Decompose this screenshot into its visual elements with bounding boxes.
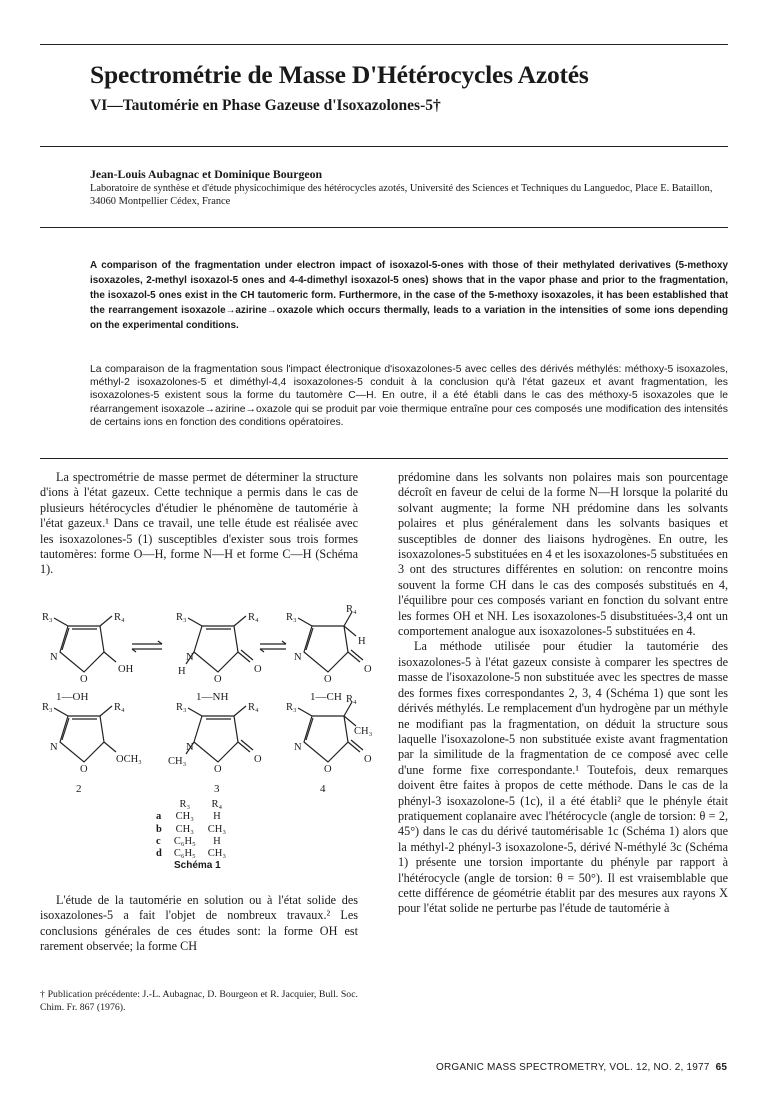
label-r4-1ch: R₄ <box>346 604 357 615</box>
authors: Jean-Louis Aubagnac et Dominique Bourgeon <box>90 167 323 181</box>
row-key: b <box>156 823 162 835</box>
compound-3: 3 <box>214 783 220 795</box>
label-exo-o-1nh: O <box>254 664 262 675</box>
affiliation-rule <box>40 227 728 228</box>
label-o-4: O <box>324 764 332 775</box>
label-o-3: O <box>214 764 222 775</box>
paragraph-intro: La spectrométrie de masse permet de déterminer la structure d'ions à l'état gazeux. Cette technique a permis dans le cas de plusieurs hétérocycles d'étudier le phénomène de tautomérie à l'état gazeux.¹ Dans ce travail, une telle étude est réalisée avec les isoxazolones-5 (1) susceptibles d'exister sous trois formes tautomères: forme O—H, forme N—H et forme C—H (Schéma 1). <box>40 470 358 577</box>
row-r4: H <box>213 811 221 823</box>
label-n-4: N <box>294 742 302 753</box>
label-r3-3: R₃ <box>176 702 187 713</box>
label-r3-4: R₃ <box>286 702 297 713</box>
row-key: c <box>156 835 161 847</box>
table-row <box>150 811 232 823</box>
scheme-caption: Schéma 1 <box>174 860 221 871</box>
label-och3-2: OCH₃ <box>116 754 142 765</box>
page-number: 65 <box>715 1062 728 1073</box>
label-n-1oh: N <box>50 652 58 663</box>
label-r4-4: R₄ <box>346 694 357 705</box>
journal-name: ORGANIC MASS SPECTROMETRY, VOL. 12, NO. 2, 1977 <box>436 1062 710 1073</box>
label-r4-1nh: R₄ <box>248 612 259 623</box>
label-r3-1oh: R₃ <box>42 612 53 623</box>
affiliation: Laboratoire de synthèse et d'étude physicochimique des hétérocycles azotés, Université des Sciences et Techniques du Languedoc, Place E. Bataillon, 34060 Montpellier Cédex, France <box>90 183 713 207</box>
journal-footer <box>436 1062 727 1073</box>
abstract-french: La comparaison de la fragmentation sous l'impact électronique d'isoxazolones-5 avec celles des dérivés méthylés: méthoxy-5 isoxazoles, méthyl-2 isoxazolones-5 et diméthyl-4,4 isoxazolones-5 conduit à la conclusion qu'à l'état gazeux et avant fragmentation, les isoxazolones-5 existent sous la forme du tautomère C—H. En outre, il a été établi dans le cas des méthoxy-5 isoxazoles que le réarrangement isoxazole→azirine→oxazole qui se produit par voie thermique entraîne pour ces composés une modification des intensités de certains ions en fonction des conditions opératoires. <box>90 364 728 428</box>
label-oh-1oh: OH <box>118 664 134 675</box>
ring-1ch <box>304 626 348 672</box>
row-r4: CH₃ <box>207 848 227 860</box>
label-r4-3: R₄ <box>248 702 259 713</box>
table-row <box>150 824 232 836</box>
row-r3: C₆H₅ <box>173 848 196 860</box>
label-o-2: O <box>80 764 88 775</box>
footnote: † Publication précédente: J.-L. Aubagnac, D. Bourgeon et R. Jacquier, Bull. Soc. Chim. Fr. 867 (1976). <box>40 989 358 1013</box>
label-n-3: N <box>186 742 194 753</box>
compound-4: 4 <box>320 783 326 795</box>
row-r4: H <box>213 835 221 847</box>
row-r3: CH₃ <box>175 811 194 823</box>
row-key: a <box>156 811 162 823</box>
compound-1ch: 1—CH <box>310 691 342 703</box>
compound-1nh: 1—NH <box>196 691 229 703</box>
label-n-1ch: N <box>294 652 302 663</box>
abstract-rule <box>40 458 728 459</box>
paragraph-continuation: prédomine dans les solvants non polaires mais son pourcentage décroît en faveur de celui de la forme N—H lorsque la polarité du solvant augmente; la forme NH prédomine dans les solvants polaires et plus généralement dans les solvants basiques et susceptibles de donner des liaisons hydrogènes. En outre, les isoxazolones-5 substituées en 4 et les isoxazolones-5 substituées en 3 ont des structures différentes en solution: on rencontre moins souvent la forme CH dans le cas des composés substitués en 4, l'équilibre pour ces composés variant en fonction du solvant entre les formes OH et NH. Les isoxazolones-5 disubstituées-3,4 ont un comportement analogue aux isoxazolones-5 substituées en 4. <box>398 470 728 639</box>
header-rule <box>40 146 728 147</box>
table-row <box>150 848 232 860</box>
article-title: Spectrométrie de Masse D'Hétérocycles Azotés <box>90 60 589 89</box>
top-rule <box>40 44 728 45</box>
left-column-continued <box>40 893 358 955</box>
paragraph-solution-tautomerism: L'étude de la tautomérie en solution ou à l'état solide des isoxazolones-5 a fait l'objet de nombreux travaux.² Les conclusions générales de ces études sont: la forme OH est rarement observée; la forme CH <box>40 893 358 954</box>
ring-1nh <box>194 626 238 672</box>
ring-4 <box>304 716 348 762</box>
label-h-1nh: H <box>178 666 186 677</box>
label-exo-o-1ch: O <box>364 664 372 675</box>
label-ch3-4: CH₃ <box>354 726 373 737</box>
label-o-1nh: O <box>214 674 222 685</box>
table-row <box>150 836 232 848</box>
label-o-1oh: O <box>80 674 88 685</box>
row-r3: CH₃ <box>175 823 194 835</box>
label-n-2: N <box>50 742 58 753</box>
label-exo-o-4: O <box>364 754 372 765</box>
ring-3 <box>194 716 238 762</box>
label-o-1ch: O <box>324 674 332 685</box>
label-r3-1nh: R₃ <box>176 612 187 623</box>
paragraph-method: La méthode utilisée pour étudier la tautomérie des isoxazolones-5 à l'état gazeux consiste à comparer les spectres de masse de l'isoxazolone-5 non substituée avec les spectres de masse des formes fixes correspondantes 2, 3, 4 (Schéma 1) que sont les dérivés méthylés. Le remplacement d'un hydrogène par un méthyle ne modifiant pas la fragmentation, on déduit la structure sous laquelle l'isoxazolone-5 non substituée existe avant fragmentation par la similitude de la fragmentation de ce composé avec celle d'une forme fixe correspondante.¹ Toutefois, deux remarques doivent être faites à propos de cette méthode. Dans le cas de la phényl-3 isoxazolone-5 (1c), il a été établi² que le phényle était pratiquement coplanaire avec l'hétérocycle (angle de torsion: θ = 2, 45°) dans le cas du dérivé tautomérisable 1c (Schéma 1) alors que la méthyl-2 phényl-3 isoxazolone-5, dérivé N-méthylé 3c (Schéma 1) présente une torsion importante du phényle par rapport à l'hétérocycle (angle de torsion: θ = 50°). Il est vraisemblable que cette différence de géométrie établit par des mesures aux rayons X pour l'état solide ne perturbe pas l'étude de tautomérie à <box>398 639 728 916</box>
label-ch3-3: CH₃ <box>168 756 187 767</box>
substituent-table <box>150 799 232 860</box>
abstract-english: A comparison of the fragmentation under electron impact of isoxazol-5-ones with those of their methylated derivatives (5-methoxy isoxazoles, 2-methyl isoxazol-5 ones and 4-4-dimethyl isoxazol-5 ones) shows that in the vapor phase and prior to the fragmentation, the isoxazol-5 ones exist in the CH tautomeric form. Furthermore, in the case of the 5-methoxy isoxazoles, it has been established that the rearrangement isoxazole→azirine→oxazole which occurs thermally, leads to a variation in the intensities of some ions depending on the experimental conditions. <box>90 260 728 331</box>
row-key: d <box>156 848 162 860</box>
right-column <box>398 470 728 917</box>
label-exo-o-3: O <box>254 754 262 765</box>
label-n-1nh: N <box>186 652 194 663</box>
table-header-row <box>150 799 232 811</box>
label-r3-1ch: R₃ <box>286 612 297 623</box>
compound-2: 2 <box>76 783 82 795</box>
label-r4-1oh: R₄ <box>114 612 125 623</box>
left-column-intro <box>40 470 358 578</box>
table-header-r3: R₃ <box>179 799 191 810</box>
row-r4: CH₃ <box>207 823 227 835</box>
label-r4-2: R₄ <box>114 702 125 713</box>
ring-2 <box>60 716 104 762</box>
ring-1oh <box>60 626 104 672</box>
article-subtitle: VI—Tautomérie en Phase Gazeuse d'Isoxazolones-5† <box>90 97 441 114</box>
compound-1oh: 1—OH <box>56 691 89 703</box>
row-r3: C₆H₅ <box>173 835 196 847</box>
table-header-r4: R₄ <box>211 799 223 810</box>
label-r3-2: R₃ <box>42 702 53 713</box>
label-h-1ch: H <box>358 636 366 647</box>
